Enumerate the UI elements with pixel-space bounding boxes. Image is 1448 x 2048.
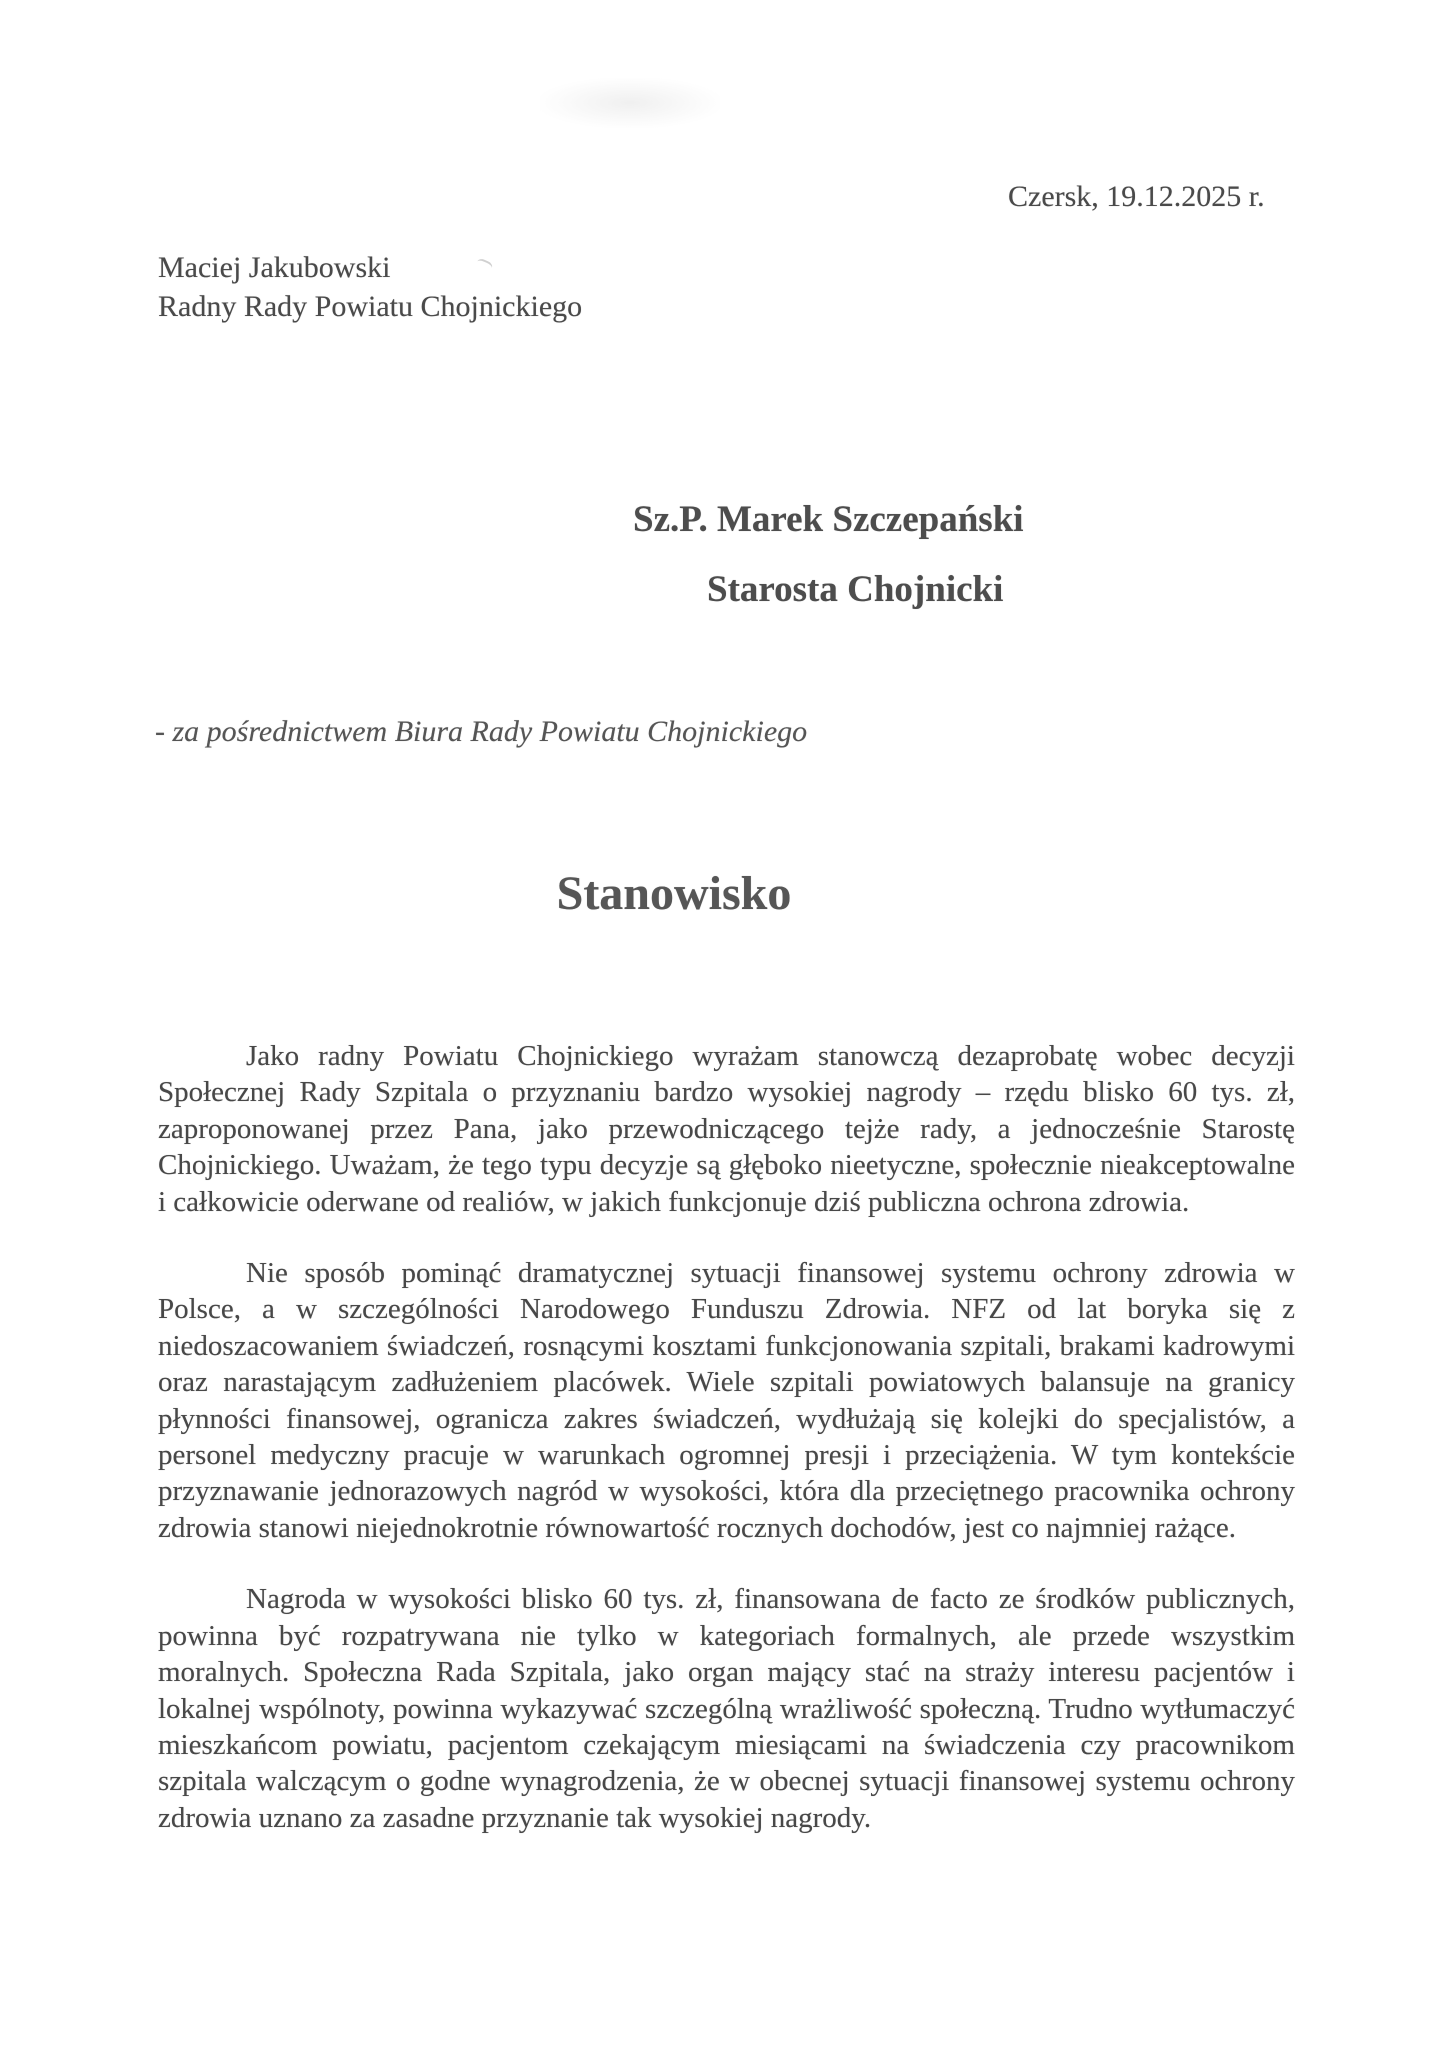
sender-name: Maciej Jakubowski bbox=[158, 251, 391, 284]
scan-smudge bbox=[540, 78, 720, 128]
date-line: Czersk, 19.12.2025 r. bbox=[1008, 180, 1265, 213]
letter-body bbox=[158, 1038, 1295, 1871]
sender-title: Radny Rady Powiatu Chojnickiego bbox=[158, 290, 583, 323]
paragraph-2: Nie sposób pominąć dramatycznej sytuacji finansowej systemu ochrony zdrowia w Polsce, a w szczególności Narodowego Funduszu Zdrowia. NFZ od lat boryka się z niedoszacowaniem świadczeń, rosnącymi kosztami funkcjonowania szpitali, brakami kadrowymi oraz narastającym zadłużeniem placówek. Wiele szpitali powiatowych balansuje na granicy płynności finansowej, ogranicza zakres świadczeń, wydłużają się kolejki do specjalistów, a personel medyczny pracuje w warunkach ogromnej presji i przeciążenia. W tym kontekście przyznawanie jednorazowych nagród w wysokości, która dla przeciętnego pracownika ochrony zdrowia stanowi niejednokrotnie równowartość rocznych dochodów, jest co najmniej rażące. bbox=[158, 1257, 1295, 1544]
sender-block bbox=[158, 248, 582, 326]
document-title: Stanowisko bbox=[556, 867, 792, 920]
paragraph-3: Nagroda w wysokości blisko 60 tys. zł, finansowana de facto ze środków publicznych, powinna być rozpatrywana nie tylko w kategoriach formalnych, ale przede wszystkim moralnych. Społeczna Rada Szpitala, jako organ mający stać na straży interesu pacjentów i lokalnej wspólnoty, powinna wykazywać szczególną wrażliwość społeczną. Trudno wytłumaczyć mieszkańcom powiatu, pacjentom czekającym miesiącami na świadczenia czy pracownikom szpitala walczącym o godne wynagrodzenia, że w obecnej sytuacji finansowej systemu ochrony zdrowia uznano za zasadne przyznanie tak wysokiej nagrody. bbox=[158, 1583, 1295, 1834]
via-line: - za pośrednictwem Biura Rady Powiatu Chojnickiego bbox=[155, 715, 808, 748]
recipient-name: Sz.P. Marek Szczepański bbox=[633, 499, 1024, 540]
recipient-position: Starosta Chojnicki bbox=[707, 569, 1004, 610]
paragraph-1: Jako radny Powiatu Chojnickiego wyrażam stanowczą dezaprobatę wobec decyzji Społecznej Rady Szpitala o przyznaniu bardzo wysokiej nagrody – rzędu blisko 60 tys. zł, zaproponowanej przez Pana, jako przewodniczącego tejże rady, a jednocześnie Starostę Chojnickiego. Uważam, że tego typu decyzje są głęboko nieetyczne, społecznie nieakceptowalne i całkowicie oderwane od realiów, w jakich funkcjonuje dziś publiczna ochrona zdrowia. bbox=[158, 1040, 1295, 1218]
